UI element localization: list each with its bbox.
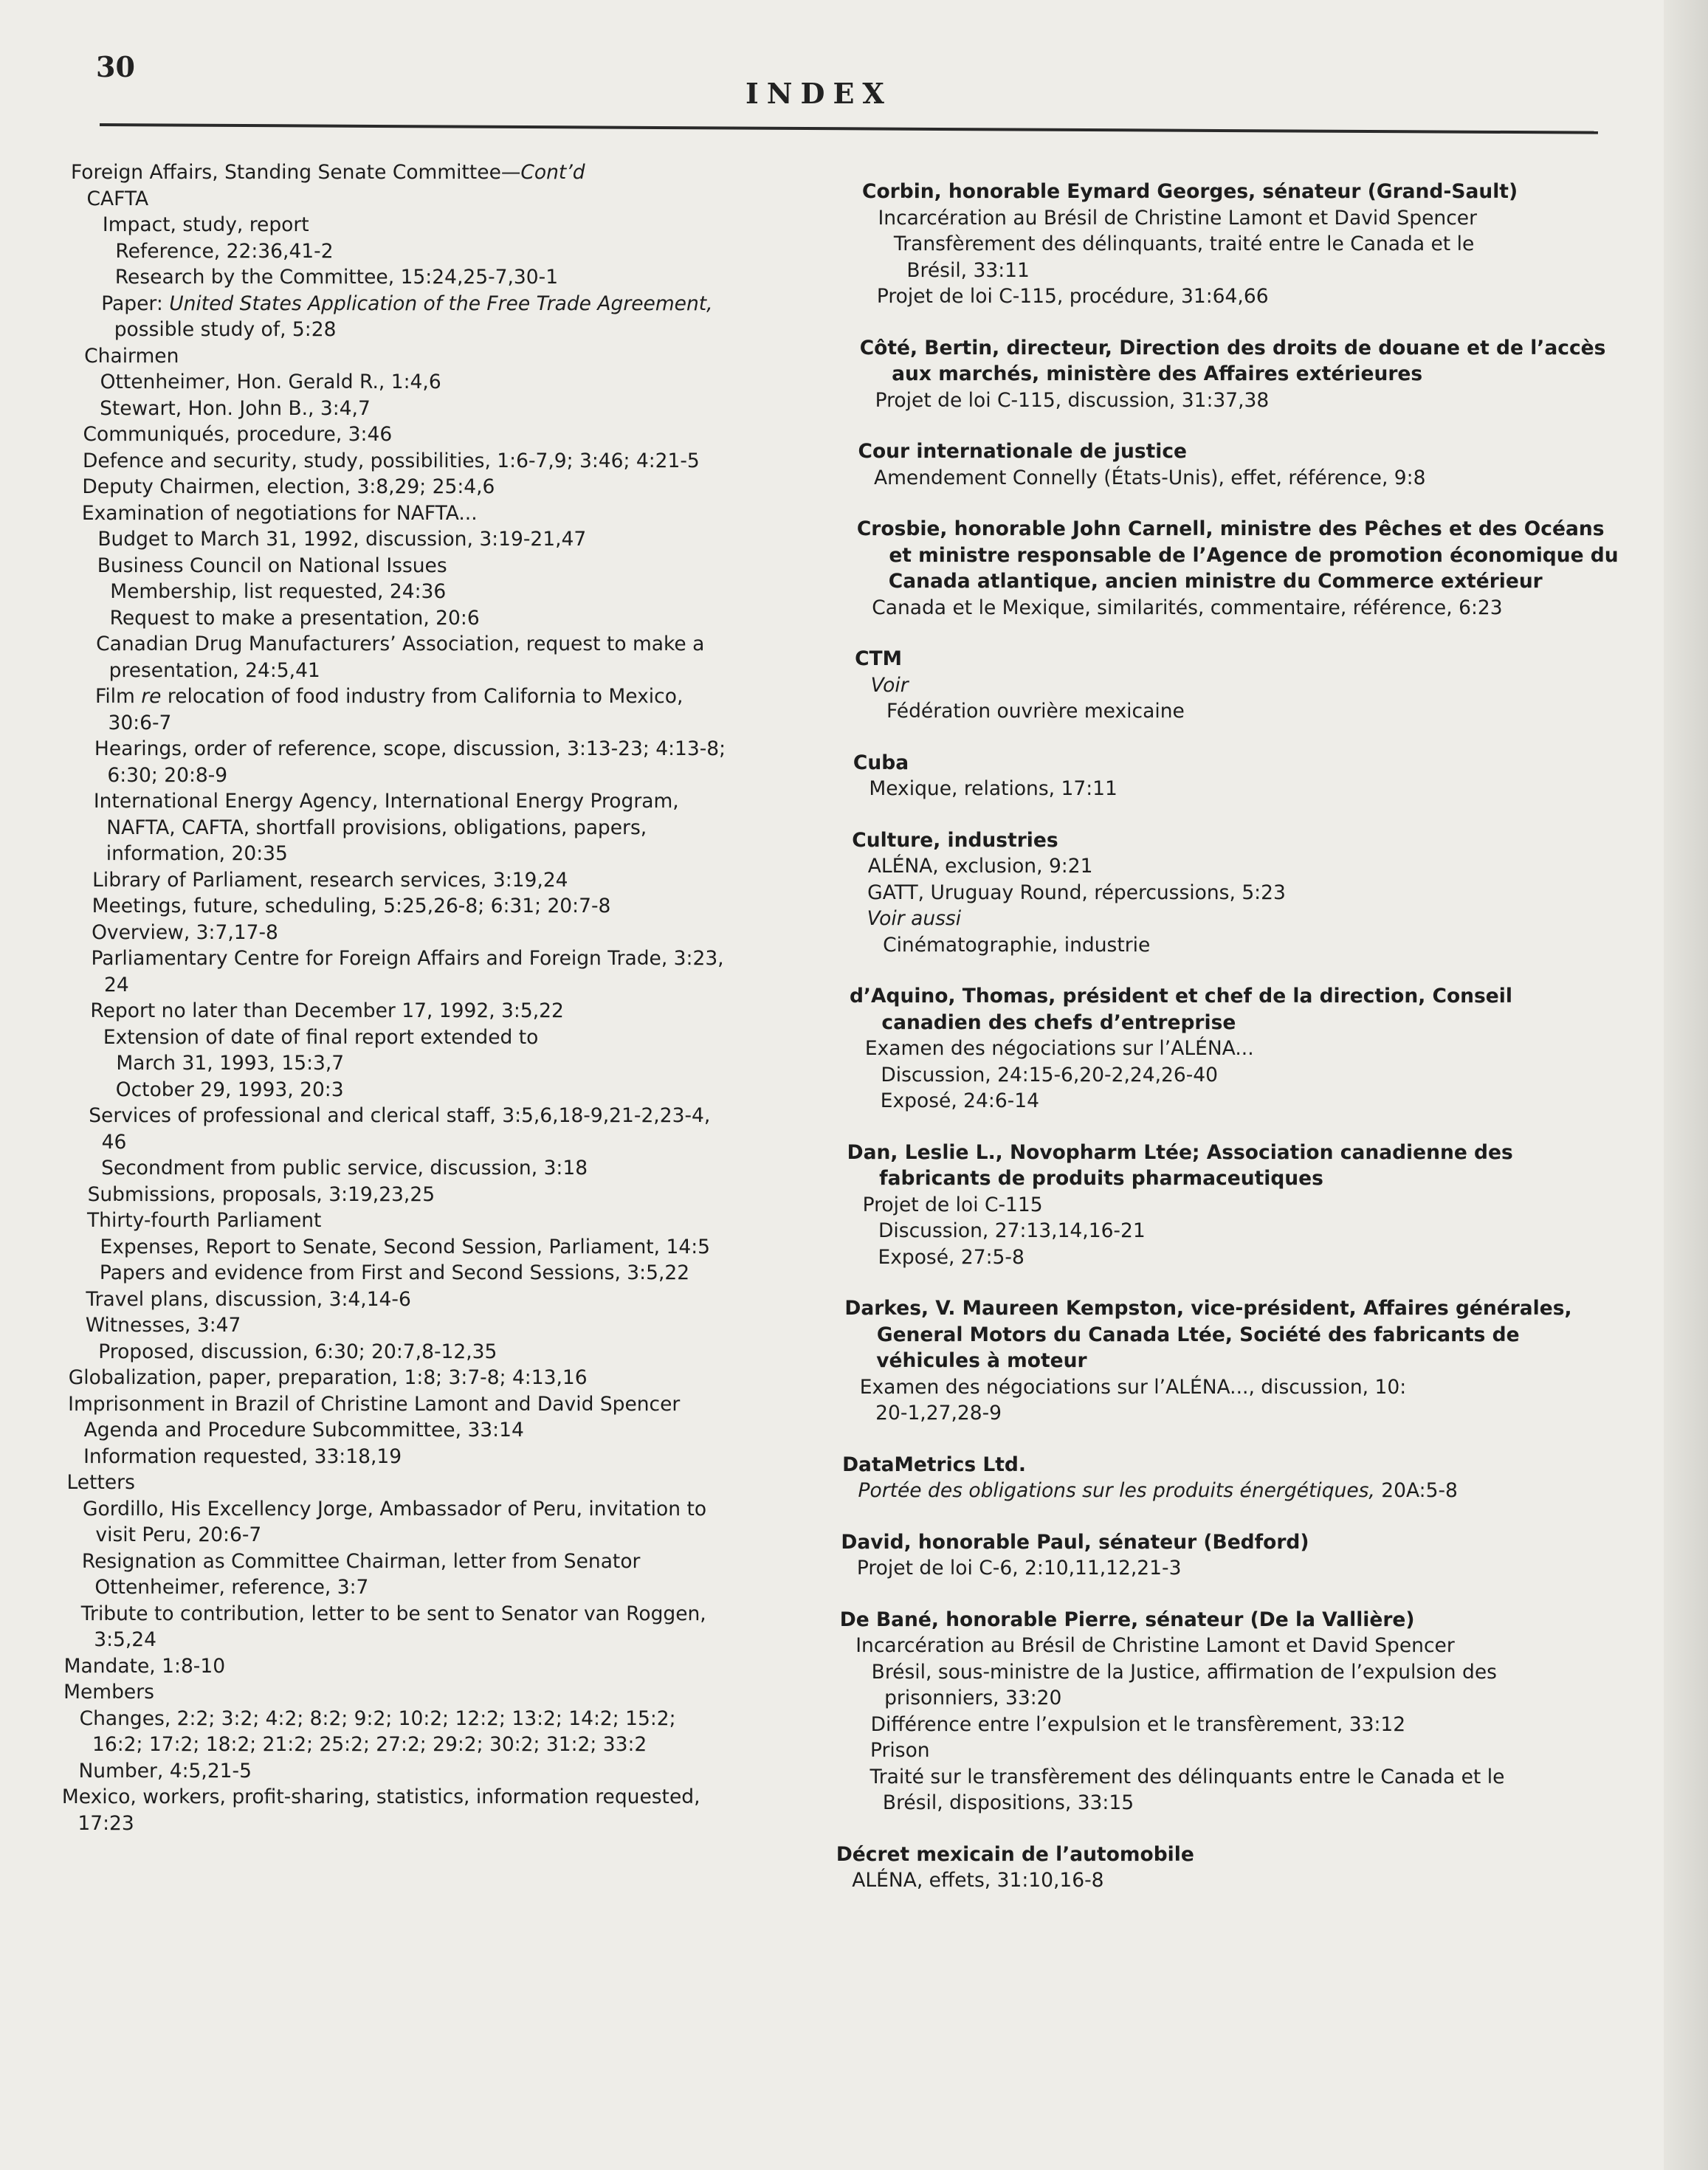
index-subentry — [861, 205, 1608, 232]
index-column-right — [836, 179, 1619, 1894]
index-text: Number, 4:5,21-5 — [78, 1759, 252, 1782]
page-edge-shadow — [1664, 0, 1708, 2170]
index-subentry — [46, 1784, 846, 1811]
index-text: Prison — [870, 1739, 930, 1762]
entry-gap — [853, 802, 1608, 827]
index-subentry — [46, 1758, 846, 1785]
index-subentry — [53, 1286, 846, 1313]
index-subentry — [843, 1400, 1608, 1427]
index-text: Meetings, future, scheduling, 5:25,26-8; 6:31; 20:7-8 — [92, 895, 611, 917]
entry-gap — [853, 725, 1608, 750]
index-text: Imprisonment in Brazil of Christine Lamont and David Spencer — [68, 1392, 681, 1416]
index-text: Cour internationale de justice — [858, 440, 1188, 463]
index-subentry — [836, 1867, 1608, 1894]
index-subentry — [58, 972, 846, 999]
index-subentry — [53, 1312, 846, 1339]
index-subentry — [858, 465, 1608, 492]
entry-gap — [855, 621, 1608, 646]
index-subentry — [852, 853, 1608, 880]
index-text: Resignation as Committee Chairman, letter from Senator — [81, 1549, 641, 1573]
index-subentry — [851, 906, 1608, 932]
index-heading — [842, 1452, 1608, 1478]
index-text: Amendement Connelly (États-Unis), effet, référence, 9:8 — [873, 466, 1426, 489]
index-subentry — [47, 1732, 846, 1758]
entry-gap — [843, 1427, 1608, 1452]
index-text: General Motors du Canada Ltée, Société des fabricants de — [876, 1323, 1520, 1346]
index-text: 30:6-7 — [108, 711, 172, 734]
entry-gap — [845, 1270, 1608, 1295]
index-text: Library of Parliament, research services, 3:19,24 — [92, 868, 568, 892]
index-text: fabricants de produits pharmaceutiques — [879, 1167, 1323, 1190]
index-text: information, 20:35 — [106, 842, 288, 865]
index-subentry — [60, 867, 846, 894]
index-text: Exposé, 27:5-8 — [878, 1245, 1025, 1269]
index-text: Examen des négociations sur l’ALÉNA... — [864, 1037, 1254, 1060]
page-title: INDEX — [745, 77, 892, 110]
index-subentry — [52, 1339, 846, 1365]
index-text: Film — [95, 685, 142, 708]
entry-gap — [858, 413, 1608, 438]
index-subentry — [838, 1712, 1608, 1738]
index-subentry — [65, 553, 846, 579]
index-subentry — [66, 500, 846, 527]
index-text: Secondment from public service, discussion, 3:18 — [101, 1157, 588, 1179]
index-text: Mexico, workers, profit-sharing, statistics, information requested, — [61, 1785, 700, 1808]
index-subentry — [51, 1470, 847, 1496]
index-subentry — [58, 1024, 846, 1051]
index-heading — [853, 750, 1608, 776]
index-text: Culture, industries — [852, 828, 1058, 852]
index-text: Mexique, relations, 17:11 — [869, 777, 1118, 800]
index-subentry — [48, 1653, 846, 1680]
index-subentry — [859, 388, 1608, 414]
index-heading — [862, 179, 1608, 205]
index-subentry — [58, 998, 846, 1024]
index-text: Projet de loi C-115, discussion, 31:37,38 — [875, 388, 1270, 412]
index-subentry — [50, 1496, 846, 1523]
index-subentry — [861, 283, 1608, 310]
index-subentry — [847, 1165, 1608, 1192]
index-text: ALÉNA, exclusion, 9:21 — [867, 855, 1093, 878]
index-text: 20-1,27,28-9 — [875, 1402, 1002, 1425]
index-heading — [847, 1140, 1608, 1166]
index-text: Traité sur le transfèrement des délinquants entre le Canada et le — [870, 1765, 1505, 1788]
index-subentry — [846, 1218, 1608, 1244]
page-number: 30 — [96, 50, 135, 83]
index-text: CAFTA — [86, 187, 149, 210]
index-subentry — [69, 291, 846, 317]
entry-gap — [841, 1504, 1608, 1529]
index-subentry — [63, 631, 846, 658]
index-subentry — [55, 1208, 846, 1234]
index-text: Examination of negotiations for NAFTA... — [81, 501, 478, 525]
index-subentry — [69, 317, 846, 343]
index-text: Expenses, Report to Senate, Second Session, Parliament, 14:5 — [100, 1235, 711, 1258]
index-text: Canada et le Mexique, similarités, commentaire, référence, 6:23 — [872, 596, 1503, 619]
index-subentry — [68, 369, 846, 396]
index-subentry — [855, 595, 1608, 621]
index-text: Proposed, discussion, 6:30; 20:7,8-12,35 — [98, 1340, 497, 1363]
index-subentry — [838, 1737, 1608, 1764]
index-subentry — [839, 1633, 1608, 1659]
index-text: Projet de loi C-115, procédure, 31:64,66 — [876, 285, 1269, 308]
index-text: Services of professional and clerical staff, 3:5,6,18-9,21-2,23-4, — [89, 1104, 711, 1127]
index-text: Mandate, 1:8-10 — [63, 1654, 226, 1678]
index-text: Côté, Bertin, directeur, Direction des droits de douane et de l’accès — [859, 336, 1606, 359]
index-heading — [841, 1529, 1608, 1556]
index-subentry — [67, 396, 846, 422]
index-text: March 31, 1993, 15:3,7 — [116, 1052, 345, 1075]
index-text: Tribute to contribution, letter to be sent to Senator van Roggen, — [80, 1602, 706, 1625]
index-text: United States Application of the Free Trade Agreement, — [169, 292, 713, 315]
index-text: Transfèrement des délinquants, traité entre le Canada et le — [893, 232, 1475, 255]
index-text: Brésil, 33:11 — [906, 258, 1030, 282]
index-subentry — [49, 1601, 846, 1628]
index-text: Projet de loi C-6, 2:10,11,12,21-3 — [856, 1557, 1182, 1580]
index-subentry — [849, 1036, 1608, 1062]
index-text: October 29, 1993, 20:3 — [115, 1078, 344, 1101]
index-text: Members — [63, 1681, 154, 1704]
index-subentry — [63, 658, 846, 684]
index-subentry — [61, 841, 846, 867]
index-text: 6:30; 20:8-9 — [107, 763, 228, 787]
index-subentry — [856, 542, 1619, 569]
index-subentry — [57, 1050, 846, 1077]
index-text: presentation, 24:5,41 — [109, 658, 320, 682]
index-text: Overview, 3:7,17-8 — [92, 920, 278, 944]
index-text: Cont’d — [520, 161, 585, 184]
index-text: visit Peru, 20:6-7 — [95, 1523, 262, 1546]
entry-gap — [850, 958, 1608, 983]
index-heading — [850, 983, 1608, 1010]
index-text: relocation of food industry from California to Mexico, — [161, 685, 683, 708]
index-subentry — [844, 1374, 1608, 1401]
index-subentry — [842, 1478, 1608, 1504]
index-subentry — [51, 1444, 846, 1470]
index-subentry — [49, 1549, 846, 1575]
index-heading — [855, 646, 1608, 672]
index-text: possible study of, 5:28 — [114, 318, 337, 341]
index-text: International Energy Agency, International Energy Program, — [93, 790, 679, 813]
index-subentry — [850, 932, 1608, 959]
index-text: 46 — [101, 1130, 127, 1154]
index-text: Corbin, honorable Eymard Georges, sénateur (Grand-Sault) — [862, 180, 1518, 203]
index-subentry — [57, 1077, 846, 1103]
index-text: Stewart, Hon. John B., 3:4,7 — [100, 396, 371, 420]
index-subentry — [61, 815, 846, 841]
index-text: Papers and evidence from First and Second Sessions, 3:5,22 — [99, 1261, 690, 1284]
index-heading — [857, 516, 1608, 542]
index-subentry — [59, 920, 846, 946]
index-subentry — [70, 186, 846, 213]
index-subentry — [64, 579, 846, 605]
index-text: Projet de loi C-115 — [862, 1193, 1043, 1216]
index-text: Gordillo, His Excellency Jorge, Ambassador of Peru, invitation to — [82, 1497, 707, 1520]
index-text: ALÉNA, effets, 31:10,16-8 — [852, 1869, 1104, 1892]
index-text: Brésil, sous-ministre de la Justice, affirmation de l’expulsion des — [871, 1660, 1497, 1684]
index-text: 17:23 — [78, 1811, 134, 1835]
index-subentry — [848, 1062, 1608, 1089]
index-text: Exposé, 24:6-14 — [880, 1089, 1039, 1112]
index-text: Letters — [66, 1471, 135, 1494]
index-subentry — [848, 1088, 1608, 1115]
index-text: Incarcération au Brésil de Christine Lamont et David Spencer — [878, 206, 1477, 230]
index-text: Chairmen — [84, 344, 179, 368]
index-text: 20A:5-8 — [1374, 1479, 1458, 1502]
index-text: aux marchés, ministère des Affaires extérieures — [892, 362, 1423, 385]
index-subentry — [847, 1192, 1608, 1219]
entry-gap — [857, 491, 1608, 516]
index-subentry — [56, 1103, 846, 1129]
index-column-left — [61, 159, 846, 1836]
entry-gap — [847, 1115, 1608, 1140]
index-text: CTM — [855, 647, 903, 670]
index-text: Research by the Committee, 15:24,25-7,30-1 — [114, 266, 559, 289]
index-text: Portée des obligations sur les produits énergétiques, — [858, 1479, 1375, 1502]
entry-gap — [836, 1816, 1608, 1842]
index-subentry — [68, 343, 846, 370]
index-text: Budget to March 31, 1992, discussion, 3:19-21,47 — [97, 528, 587, 551]
index-text: Parliamentary Centre for Foreign Affairs and Foreign Trade, 3:23, — [91, 947, 724, 970]
index-subentry — [849, 1010, 1608, 1036]
index-text: 16:2; 17:2; 18:2; 21:2; 25:2; 27:2; 29:2; 30:2; 31:2; 33:2 — [92, 1733, 647, 1756]
index-text: Foreign Affairs, Standing Senate Committee— — [71, 161, 521, 184]
index-subentry — [60, 893, 846, 920]
index-subentry — [52, 1391, 846, 1418]
index-subentry — [52, 1365, 846, 1391]
index-text: Request to make a presentation, 20:6 — [109, 606, 480, 630]
index-text: Voir — [870, 673, 909, 697]
index-text: Dan, Leslie L., Novopharm Ltée; Association canadienne des — [847, 1140, 1513, 1164]
index-text: Membership, list requested, 24:36 — [110, 580, 447, 603]
index-text: Incarcération au Brésil de Christine Lamont et David Spencer — [855, 1634, 1455, 1657]
index-subentry — [47, 1679, 846, 1706]
index-text: Communiqués, procedure, 3:46 — [83, 423, 393, 446]
index-text: De Bané, honorable Pierre, sénateur (De la Vallière) — [839, 1608, 1415, 1631]
index-text: Impact, study, report — [102, 213, 309, 236]
index-text: Darkes, V. Maureen Kempston, vice-président, Affaires générales, — [844, 1297, 1572, 1320]
index-text: Business Council on National Issues — [97, 554, 447, 577]
index-text: d’Aquino, Thomas, président et chef de la direction, Conseil — [849, 985, 1512, 1008]
index-subentry — [62, 736, 846, 762]
index-text: Report no later than December 17, 1992, 3:5,22 — [90, 999, 564, 1022]
index-subentry — [845, 1244, 1608, 1271]
index-subentry — [67, 421, 847, 448]
index-subentry — [59, 946, 847, 972]
index-subentry — [854, 698, 1608, 725]
index-subentry — [61, 788, 846, 815]
index-subentry — [64, 605, 846, 632]
index-subentry — [56, 1129, 846, 1156]
index-subentry — [54, 1260, 846, 1286]
index-text: Globalization, paper, preparation, 1:8; 3:7-8; 4:13,16 — [68, 1366, 588, 1389]
index-heading — [71, 159, 846, 186]
index-text: Brésil, dispositions, 33:15 — [882, 1791, 1134, 1814]
index-subentry — [63, 683, 846, 710]
index-subentry — [55, 1182, 846, 1208]
index-text: David, honorable Paul, sénateur (Bedford) — [841, 1530, 1309, 1554]
index-heading — [836, 1842, 1608, 1868]
index-text: Voir aussi — [867, 907, 962, 930]
index-text: 24 — [103, 973, 129, 996]
index-subentry — [61, 762, 846, 789]
index-subentry — [851, 880, 1608, 906]
index-text: Defence and security, study, possibilities, 1:6-7,9; 3:46; 4:21-5 — [82, 449, 700, 472]
index-text: GATT, Uruguay Round, répercussions, 5:23 — [867, 881, 1286, 904]
index-subentry — [49, 1574, 846, 1601]
index-subentry — [856, 568, 1608, 595]
index-text: Paper: — [101, 292, 170, 315]
index-text: Reference, 22:36,41-2 — [115, 239, 334, 263]
index-subentry — [70, 212, 846, 238]
index-subentry — [52, 1417, 846, 1444]
index-heading — [840, 1607, 1608, 1633]
index-subentry — [861, 231, 1608, 258]
index-subentry — [839, 1659, 1608, 1686]
index-text: DataMetrics Ltd. — [842, 1453, 1026, 1476]
index-text: Discussion, 27:13,14,16-21 — [878, 1219, 1146, 1242]
index-text: Agenda and Procedure Subcommittee, 33:14 — [83, 1419, 524, 1442]
index-subentry — [837, 1764, 1608, 1791]
index-text: Examen des négociations sur l’ALÉNA..., discussion, 10: — [859, 1375, 1407, 1399]
index-text: Thirty-fourth Parliament — [87, 1209, 322, 1232]
index-heading — [858, 438, 1608, 465]
index-subentry — [853, 776, 1608, 802]
entry-gap — [860, 310, 1608, 335]
index-text: Ottenheimer, reference, 3:7 — [94, 1576, 369, 1599]
index-text: Deputy Chairmen, election, 3:8,29; 25:4,6 — [82, 475, 495, 498]
index-text: Witnesses, 3:47 — [85, 1314, 241, 1337]
index-text: Discussion, 24:15-6,20-2,24,26-40 — [881, 1063, 1219, 1086]
index-text: véhicules à moteur — [876, 1349, 1087, 1372]
index-text: Canadian Drug Manufacturers’ Association, request to make a — [96, 633, 705, 655]
header-rule — [100, 123, 1598, 134]
index-subentry — [841, 1555, 1608, 1582]
index-text: et ministre responsable de l’Agence de promotion économique du — [889, 543, 1619, 567]
index-text: Submissions, proposals, 3:19,23,25 — [87, 1182, 435, 1206]
index-subentry — [65, 526, 846, 553]
index-subentry — [54, 1234, 846, 1261]
index-text: Crosbie, honorable John Carnell, ministre des Pêches et des Océans — [856, 517, 1605, 540]
index-heading — [844, 1295, 1608, 1322]
index-text: re — [141, 685, 162, 708]
index-subentry — [838, 1685, 1608, 1712]
index-subentry — [855, 672, 1608, 699]
index-text: Cuba — [853, 751, 909, 774]
index-text: Ottenheimer, Hon. Gerald R., 1:4,6 — [100, 371, 441, 393]
index-subentry — [844, 1348, 1608, 1374]
index-text: prisonniers, 33:20 — [884, 1687, 1062, 1709]
index-subentry — [55, 1155, 846, 1182]
index-subentry — [861, 258, 1608, 284]
index-subentry — [45, 1811, 846, 1837]
index-subentry — [844, 1322, 1608, 1348]
index-text: Hearings, order of reference, scope, discussion, 3:13-23; 4:13-8; — [94, 737, 726, 760]
index-text: Décret mexicain de l’automobile — [836, 1842, 1194, 1866]
index-subentry — [48, 1627, 846, 1653]
index-text: Fédération ouvrière mexicaine — [886, 700, 1185, 723]
index-subentry — [47, 1706, 846, 1732]
index-text: Canada atlantique, ancien ministre du Commerce extérieur — [888, 570, 1543, 593]
index-text: Changes, 2:2; 3:2; 4:2; 8:2; 9:2; 10:2; 12:2; 13:2; 14:2; 15:2; — [79, 1706, 676, 1730]
index-subentry — [69, 264, 846, 291]
index-subentry — [66, 474, 846, 500]
index-subentry — [62, 710, 846, 737]
index-text: Différence entre l’expulsion et le transfèrement, 33:12 — [870, 1712, 1406, 1736]
entry-gap — [840, 1582, 1608, 1607]
index-subentry — [837, 1790, 1608, 1816]
index-text: Cinématographie, industrie — [883, 933, 1151, 957]
index-subentry — [859, 361, 1608, 388]
index-text: Travel plans, discussion, 3:4,14-6 — [86, 1287, 411, 1311]
index-subentry — [69, 238, 846, 265]
index-text: Information requested, 33:18,19 — [83, 1444, 402, 1468]
index-heading — [852, 827, 1608, 854]
index-subentry — [66, 448, 846, 475]
index-text: NAFTA, CAFTA, shortfall provisions, obligations, papers, — [106, 816, 647, 839]
index-text: 3:5,24 — [94, 1628, 156, 1651]
index-subentry — [49, 1522, 846, 1549]
index-heading — [860, 335, 1608, 362]
index-text: Extension of date of final report extended to — [103, 1025, 539, 1049]
index-text: canadien des chefs d’entreprise — [881, 1010, 1236, 1034]
